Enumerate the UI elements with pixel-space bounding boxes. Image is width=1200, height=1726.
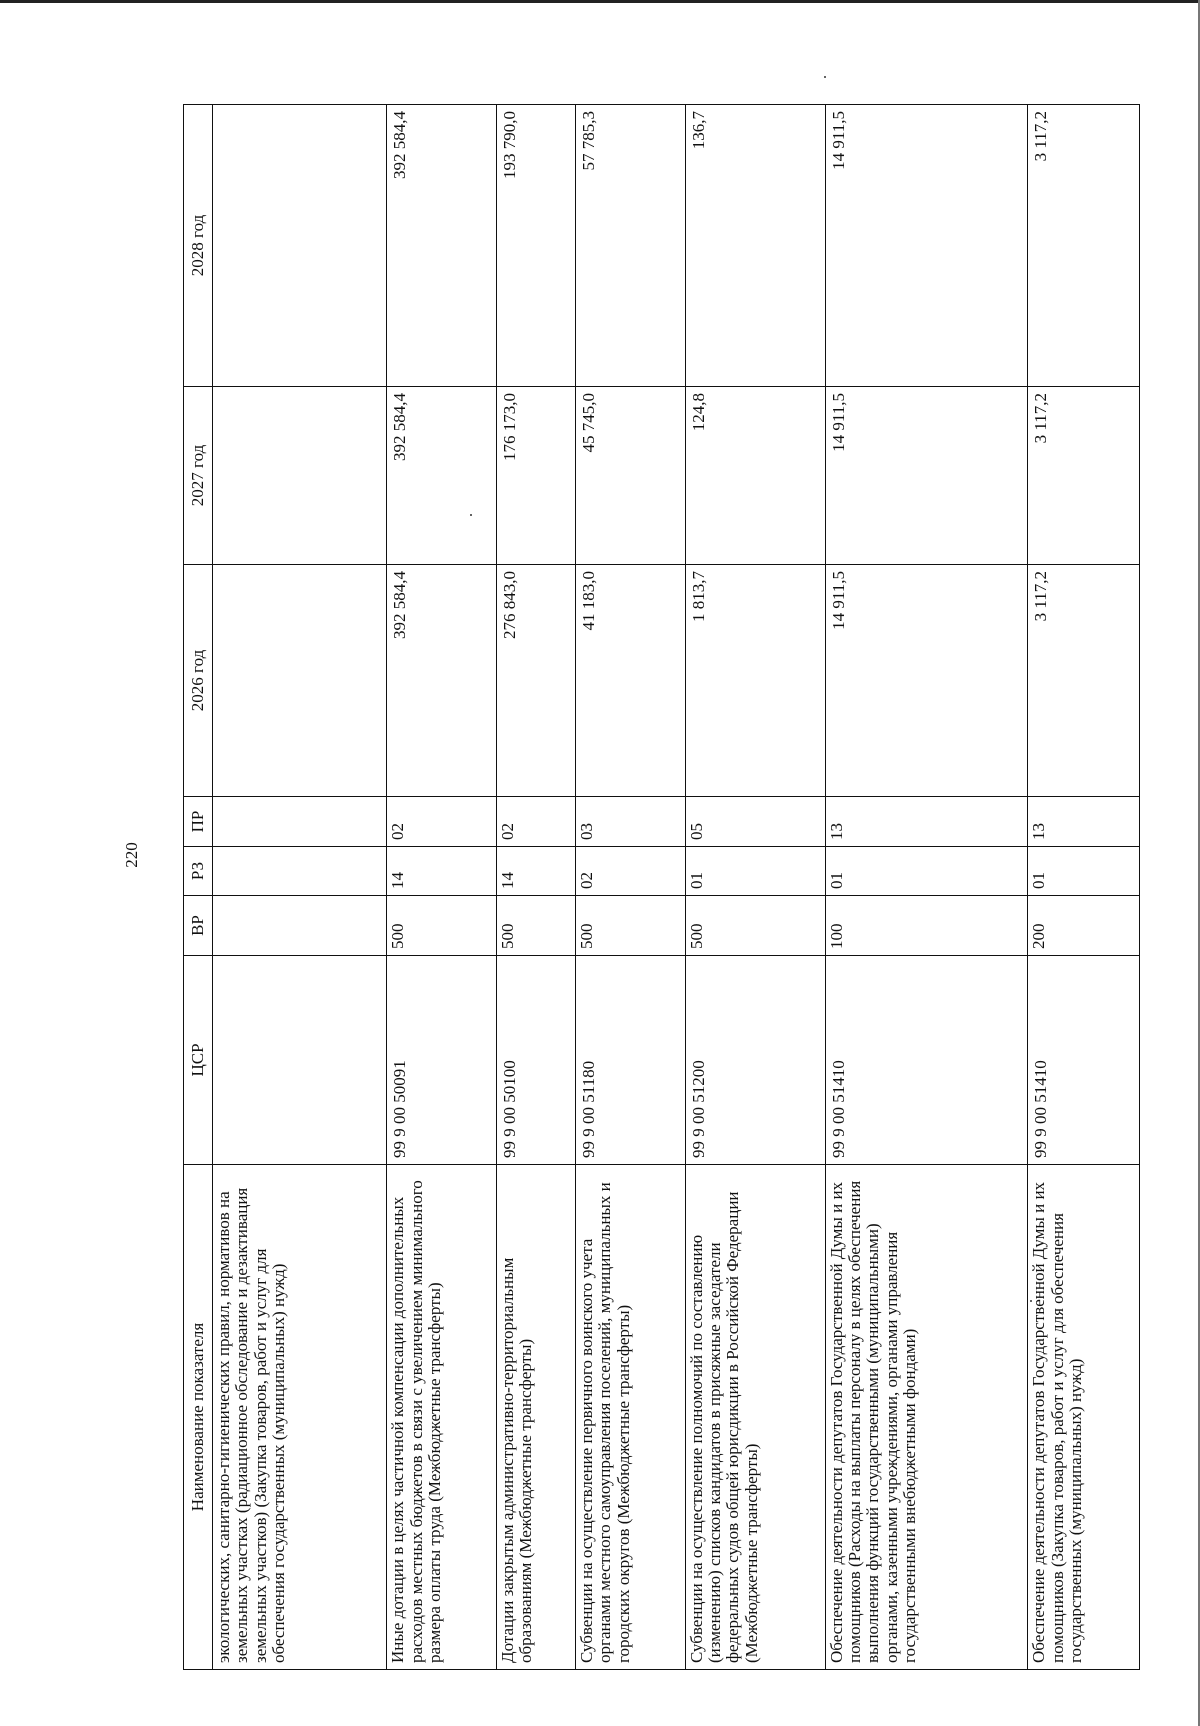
cell-vr: 500 xyxy=(496,896,575,956)
cell-name: Субвенции на осуществление первичного воинского учета органами местного самоуправления поселений, муниципальных и городских округов (Межбюджетные трансферты) xyxy=(576,1165,686,1670)
cell-2028: 3 117,2 xyxy=(1028,105,1140,387)
budget-table xyxy=(183,104,1140,1670)
table-header-row xyxy=(184,105,213,1670)
scan-speck xyxy=(824,76,826,78)
cell-2028: 57 785,3 xyxy=(576,105,686,387)
cell-vr: 500 xyxy=(576,896,686,956)
cell-2027: 176 173,0 xyxy=(496,387,575,565)
cell-vr xyxy=(213,896,387,956)
table-row xyxy=(685,105,825,1670)
cell-2026: 392 584,4 xyxy=(387,565,497,797)
header-2028: 2028 год xyxy=(184,105,213,387)
cell-csr: 99 9 00 51180 xyxy=(576,956,686,1165)
cell-name: Субвенции на осуществление полномочий по составлению (изменению) списков кандидатов в присяжные заседатели федеральных судов общей юрисдикции в Российской Федерации (Межбюджетные трансферты) xyxy=(685,1165,825,1670)
cell-2027: 392 584,4 xyxy=(387,387,497,565)
cell-pr: 02 xyxy=(496,797,575,847)
cell-pr xyxy=(213,797,387,847)
cell-csr: 99 9 00 50091 xyxy=(387,956,497,1165)
cell-2027: 14 911,5 xyxy=(825,387,1028,565)
cell-csr: 99 9 00 51200 xyxy=(685,956,825,1165)
cell-2026: 41 183,0 xyxy=(576,565,686,797)
header-vr: ВР xyxy=(184,896,213,956)
cell-name: Обеспечение деятельности депутатов Государственной Думы и их помощников (Закупка товаров, работ и услуг для обеспечения государственных (муниципальных) нужд) xyxy=(1028,1165,1140,1670)
cell-pr: 03 xyxy=(576,797,686,847)
cell-vr: 200 xyxy=(1028,896,1140,956)
table-row xyxy=(825,105,1028,1670)
cell-2028: 136,7 xyxy=(685,105,825,387)
header-csr: ЦСР xyxy=(184,956,213,1165)
cell-csr xyxy=(213,956,387,1165)
cell-2026 xyxy=(213,565,387,797)
cell-2026: 3 117,2 xyxy=(1028,565,1140,797)
rotated-table-wrapper xyxy=(183,105,1140,1670)
cell-2028: 193 790,0 xyxy=(496,105,575,387)
table-row xyxy=(1028,105,1140,1670)
header-2027: 2027 год xyxy=(184,387,213,565)
cell-rz: 01 xyxy=(685,847,825,896)
table-row xyxy=(496,105,575,1670)
cell-csr: 99 9 00 50100 xyxy=(496,956,575,1165)
header-name: Наименование показателя xyxy=(184,1165,213,1670)
cell-pr: 02 xyxy=(387,797,497,847)
cell-2026: 14 911,5 xyxy=(825,565,1028,797)
cell-2026: 276 843,0 xyxy=(496,565,575,797)
cell-rz: 14 xyxy=(496,847,575,896)
cell-2028: 14 911,5 xyxy=(825,105,1028,387)
cell-2027: 124,8 xyxy=(685,387,825,565)
cell-pr: 13 xyxy=(825,797,1028,847)
cell-name: Иные дотации в целях частичной компенсации дополнительных расходов местных бюджетов в связи с увеличением минимального размера оплаты труда (Межбюджетные трансферты) xyxy=(387,1165,497,1670)
header-2026: 2026 год xyxy=(184,565,213,797)
header-pr: ПР xyxy=(184,797,213,847)
scan-edge-top xyxy=(0,0,1200,3)
header-rz: РЗ xyxy=(184,847,213,896)
cell-name: Обеспечение деятельности депутатов Государственной Думы и их помощников (Расходы на выплаты персоналу в целях обеспечения выполнения функций государственными (муниципальными) органами, казенными учреждениями, органами управления государственными внебюджетными фондами) xyxy=(825,1165,1028,1670)
cell-name: экологических, санитарно-гигиенических правил, нормативов на земельных участках (радиационное обследование и дезактивация земельных участков) (Закупка товаров, работ и услуг для обеспечения государственных (муниципальных) нужд) xyxy=(213,1165,387,1670)
cell-pr: 13 xyxy=(1028,797,1140,847)
cell-vr: 100 xyxy=(825,896,1028,956)
cell-2028 xyxy=(213,105,387,387)
cell-2027: 3 117,2 xyxy=(1028,387,1140,565)
page-number: 220 xyxy=(122,842,141,868)
cell-vr: 500 xyxy=(387,896,497,956)
table-row xyxy=(213,105,387,1670)
cell-2026: 1 813,7 xyxy=(685,565,825,797)
cell-rz: 01 xyxy=(1028,847,1140,896)
cell-2027: 45 745,0 xyxy=(576,387,686,565)
cell-rz: 01 xyxy=(825,847,1028,896)
cell-csr: 99 9 00 51410 xyxy=(1028,956,1140,1165)
cell-rz xyxy=(213,847,387,896)
cell-rz: 02 xyxy=(576,847,686,896)
cell-name: Дотации закрытым административно-территориальным образованиям (Межбюджетные трансферты) xyxy=(496,1165,575,1670)
cell-2027 xyxy=(213,387,387,565)
table-row xyxy=(387,105,497,1670)
cell-vr: 500 xyxy=(685,896,825,956)
cell-pr: 05 xyxy=(685,797,825,847)
table-row xyxy=(576,105,686,1670)
cell-csr: 99 9 00 51410 xyxy=(825,956,1028,1165)
cell-rz: 14 xyxy=(387,847,497,896)
cell-2028: 392 584,4 xyxy=(387,105,497,387)
